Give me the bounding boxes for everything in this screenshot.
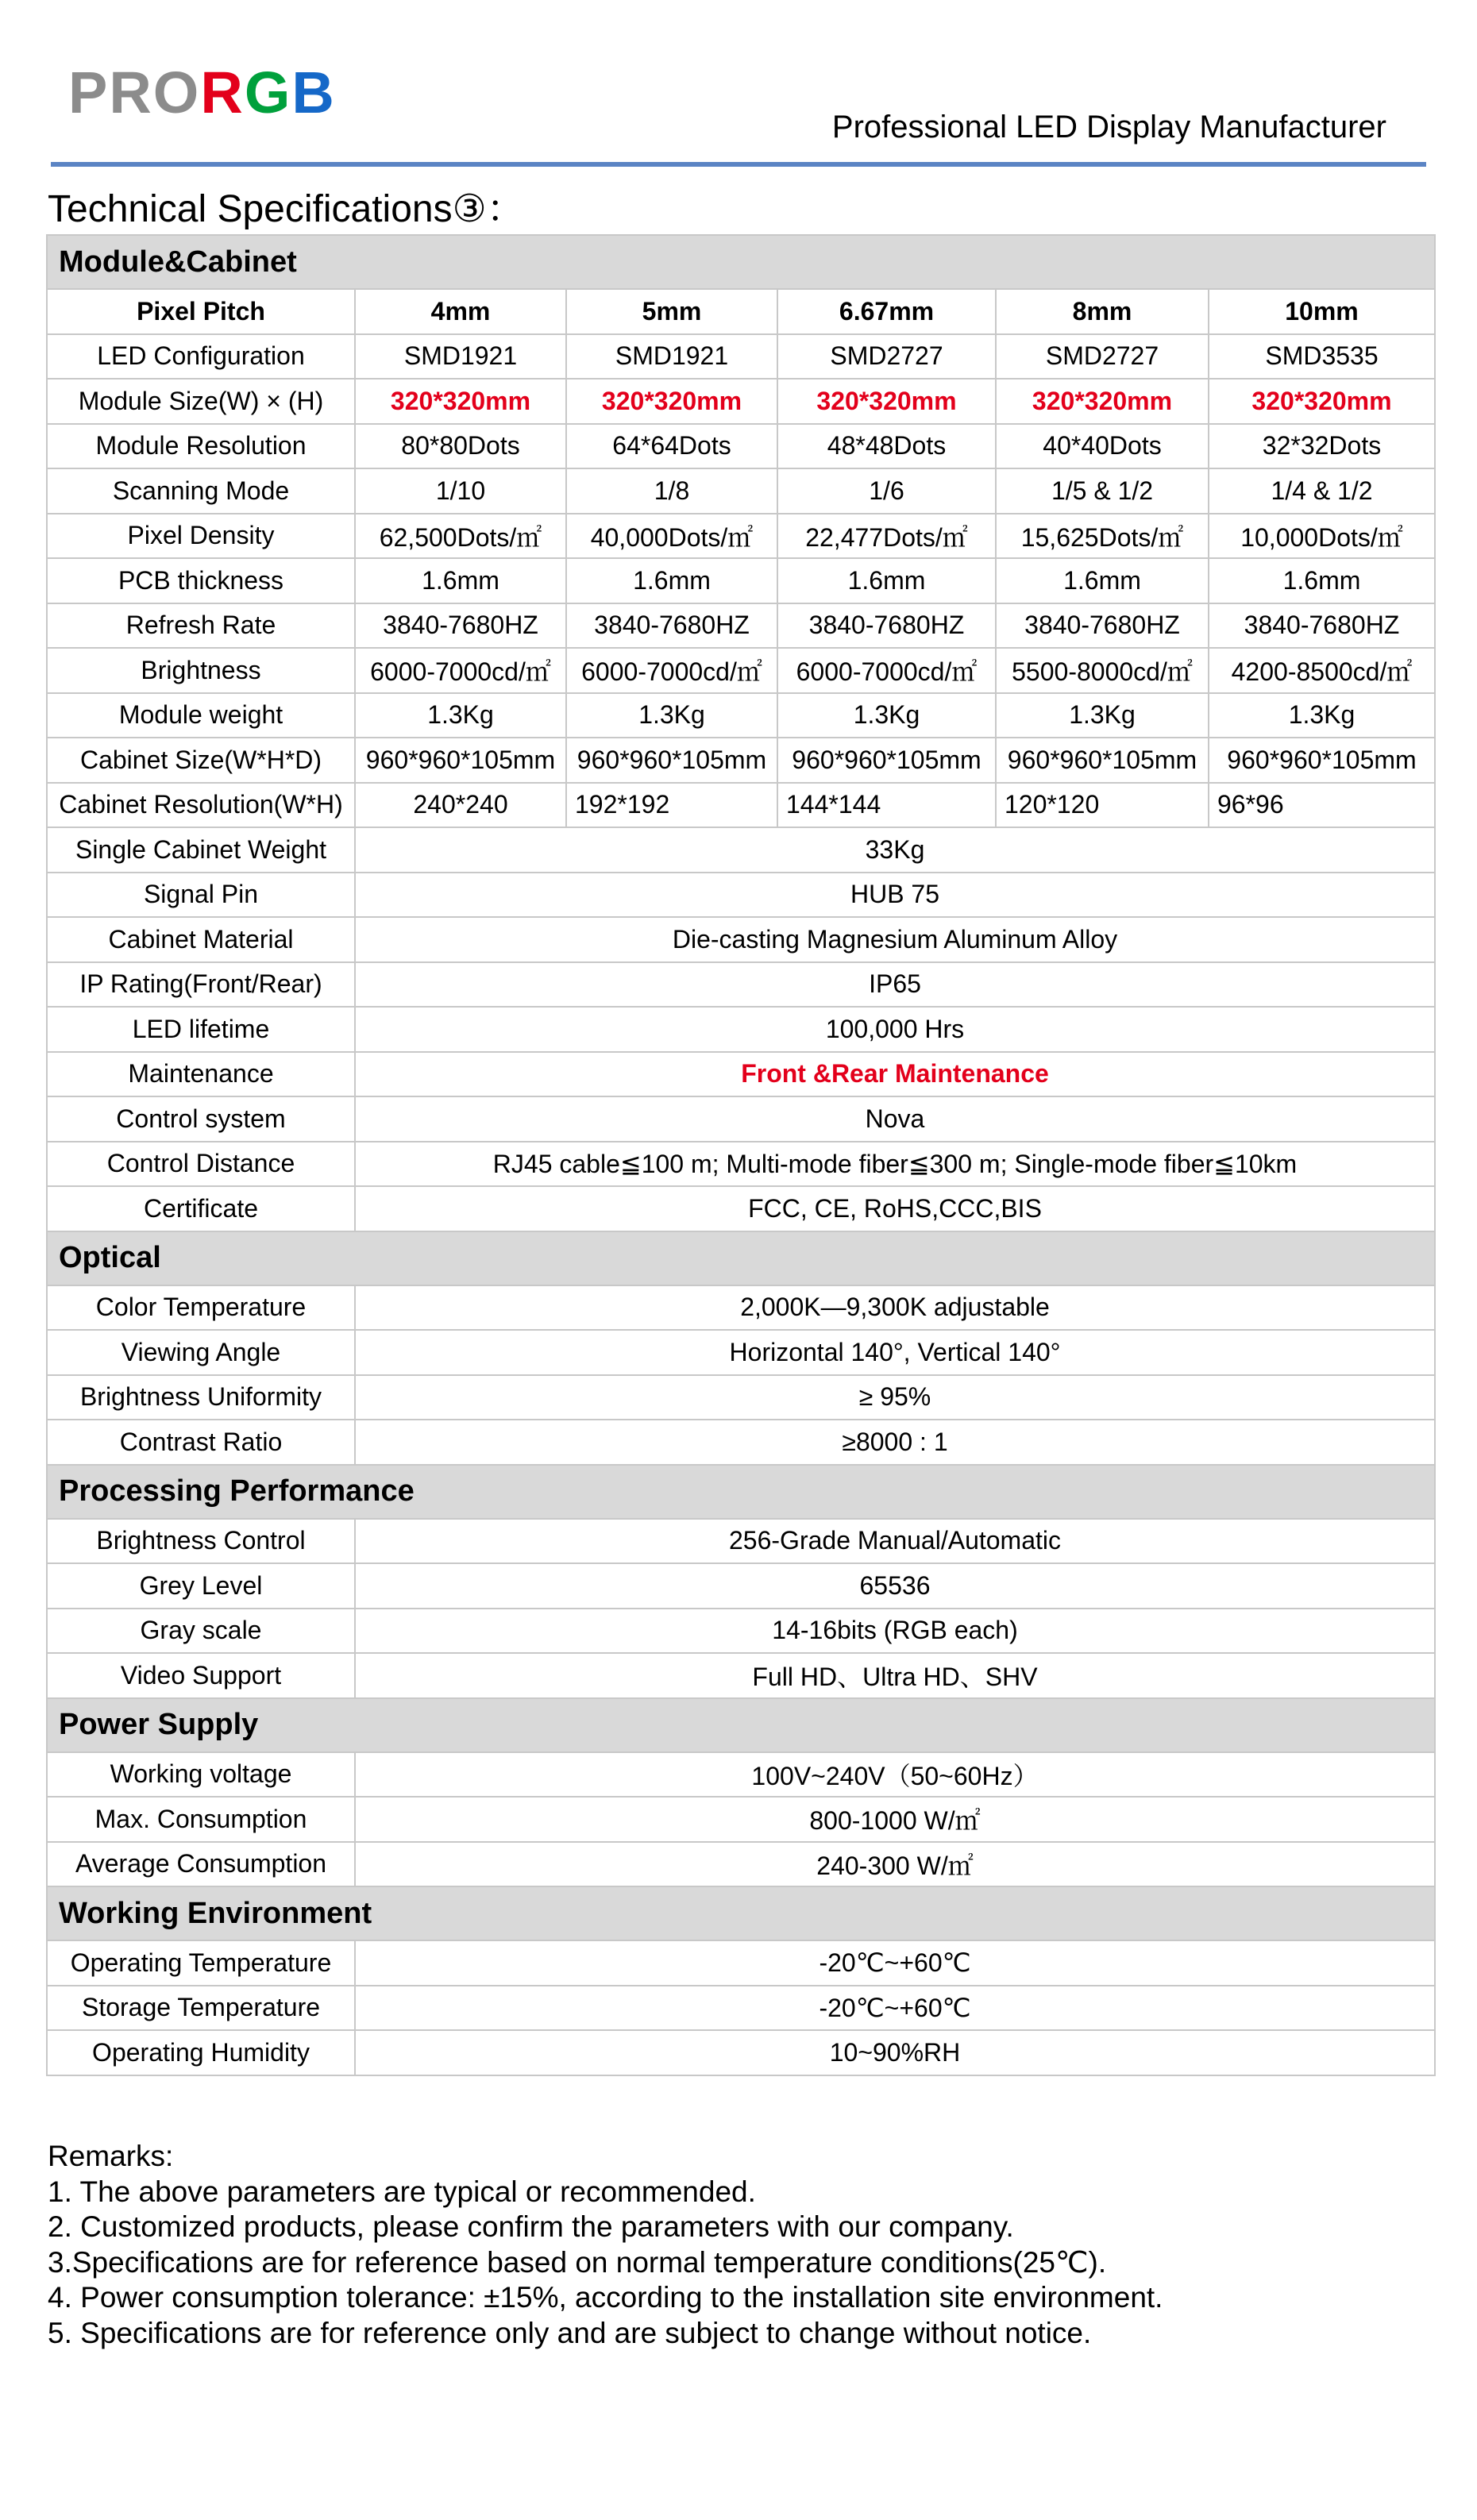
spec-row (47, 962, 1435, 1008)
spec-label: Operating Temperature (47, 1940, 355, 1986)
spec-value: 320*320mm (566, 379, 777, 424)
spec-value: 48*48Dots (777, 424, 996, 469)
spec-row (47, 424, 1435, 469)
spec-row (47, 1842, 1435, 1887)
spec-label: PCB thickness (47, 558, 355, 603)
spec-label: LED Configuration (47, 334, 355, 380)
spec-label: Control system (47, 1096, 355, 1142)
spec-row (47, 1186, 1435, 1231)
logo-text-pro: PRO (68, 60, 201, 125)
spec-value: Full HD、Ultra HD、SHV (355, 1653, 1435, 1698)
spec-label: Average Consumption (47, 1842, 355, 1887)
spec-row (47, 738, 1435, 783)
spec-value: 240*240 (355, 783, 566, 828)
spec-row (47, 514, 1435, 559)
spec-value: 1.6mm (996, 558, 1209, 603)
spec-label: Scanning Mode (47, 468, 355, 514)
remarks-heading: Remarks: (48, 2140, 174, 2172)
spec-value: 960*960*105mm (355, 738, 566, 783)
company-tagline: Professional LED Display Manufacturer (831, 110, 1386, 144)
remark-item: 3.Specifications are for reference based on normal temperature conditions(25℃). (48, 2245, 1107, 2279)
logo-text-r: R (200, 60, 245, 125)
spec-value: 3840-7680HZ (566, 603, 777, 649)
spec-value: 960*960*105mm (1209, 738, 1435, 783)
spec-value: 800-1000 W/㎡ (355, 1797, 1435, 1842)
spec-value: 6000-7000cd/㎡ (777, 648, 996, 693)
spec-row (47, 1052, 1435, 1097)
spec-value: 3840-7680HZ (996, 603, 1209, 649)
spec-row (47, 2030, 1435, 2075)
spec-value: 33Kg (355, 827, 1435, 873)
spec-value: 100,000 Hrs (355, 1007, 1435, 1052)
spec-row (47, 468, 1435, 514)
spec-label: Cabinet Size(W*H*D) (47, 738, 355, 783)
spec-label: Module Resolution (47, 424, 355, 469)
spec-label: Module Size(W) × (H) (47, 379, 355, 424)
header-divider (51, 162, 1426, 167)
remark-item: 4. Power consumption tolerance: ±15%, according to the installation site environment. (48, 2281, 1163, 2314)
spec-value: SMD2727 (777, 334, 996, 380)
spec-value: 240-300 W/㎡ (355, 1842, 1435, 1887)
spec-label: Viewing Angle (47, 1330, 355, 1375)
spec-row (47, 1986, 1435, 2031)
spec-row (47, 1007, 1435, 1052)
spec-value: 960*960*105mm (996, 738, 1209, 783)
spec-value: 100V~240V（50~60Hz） (355, 1752, 1435, 1798)
spec-label: Module weight (47, 693, 355, 738)
spec-label: Brightness (47, 648, 355, 693)
spec-label: Control Distance (47, 1142, 355, 1187)
spec-row (47, 1519, 1435, 1564)
spec-value: IP65 (355, 962, 1435, 1008)
spec-row (47, 379, 1435, 424)
spec-label: Pixel Density (47, 514, 355, 559)
spec-value: 8mm (996, 289, 1209, 334)
spec-value: 120*120 (996, 783, 1209, 828)
spec-row (47, 1420, 1435, 1465)
spec-label: Certificate (47, 1186, 355, 1231)
spec-row (47, 783, 1435, 828)
spec-label: Operating Humidity (47, 2030, 355, 2075)
remarks-block (48, 2139, 1163, 2351)
spec-row (47, 917, 1435, 962)
spec-row (47, 334, 1435, 380)
section-header (47, 1698, 1435, 1752)
spec-value: 1.3Kg (777, 693, 996, 738)
spec-value: 960*960*105mm (566, 738, 777, 783)
spec-value: 1.6mm (1209, 558, 1435, 603)
spec-label: Brightness Uniformity (47, 1375, 355, 1420)
spec-value: 15,625Dots/㎡ (996, 514, 1209, 559)
prorgb-logo (68, 60, 336, 125)
spec-value: SMD1921 (566, 334, 777, 380)
spec-row (47, 1609, 1435, 1654)
logo-text-g: G (244, 60, 292, 125)
spec-value: 1.3Kg (1209, 693, 1435, 738)
spec-row (47, 873, 1435, 918)
spec-row (47, 558, 1435, 603)
spec-label: Cabinet Resolution(W*H) (47, 783, 355, 828)
spec-value: Nova (355, 1096, 1435, 1142)
spec-label: Gray scale (47, 1609, 355, 1654)
spec-row (47, 1096, 1435, 1142)
logo-text-b: B (291, 60, 336, 125)
spec-value: Front &Rear Maintenance (355, 1052, 1435, 1097)
spec-value: 192*192 (566, 783, 777, 828)
spec-value: 64*64Dots (566, 424, 777, 469)
spec-value: 320*320mm (355, 379, 566, 424)
spec-label: Cabinet Material (47, 917, 355, 962)
page-title: Technical Specifications③： (48, 188, 525, 230)
spec-value: 1/8 (566, 468, 777, 514)
spec-value: 6000-7000cd/㎡ (355, 648, 566, 693)
spec-row (47, 603, 1435, 649)
spec-row (47, 1563, 1435, 1609)
spec-label: Maintenance (47, 1052, 355, 1097)
spec-row (47, 1375, 1435, 1420)
spec-row (47, 289, 1435, 334)
spec-value: 1.6mm (777, 558, 996, 603)
spec-value: 1/6 (777, 468, 996, 514)
spec-label: IP Rating(Front/Rear) (47, 962, 355, 1008)
spec-row (47, 1285, 1435, 1331)
spec-value: -20℃~+60℃ (355, 1940, 1435, 1986)
spec-value: 3840-7680HZ (777, 603, 996, 649)
spec-value: ≥8000 : 1 (355, 1420, 1435, 1465)
spec-value: Die-casting Magnesium Aluminum Alloy (355, 917, 1435, 962)
spec-value: 1.3Kg (996, 693, 1209, 738)
spec-value: SMD1921 (355, 334, 566, 380)
spec-value: 144*144 (777, 783, 996, 828)
spec-value: 1.3Kg (566, 693, 777, 738)
section-title: Working Environment (47, 1886, 1435, 1940)
spec-value: 5500-8000cd/㎡ (996, 648, 1209, 693)
spec-row (47, 648, 1435, 693)
spec-value: 3840-7680HZ (1209, 603, 1435, 649)
spec-label: Grey Level (47, 1563, 355, 1609)
spec-row (47, 1330, 1435, 1375)
section-title: Processing Performance (47, 1465, 1435, 1519)
spec-value: 1/4 & 1/2 (1209, 468, 1435, 514)
spec-value: 1/10 (355, 468, 566, 514)
spec-value: 1.3Kg (355, 693, 566, 738)
section-title: Module&Cabinet (47, 235, 1435, 289)
spec-label: Pixel Pitch (47, 289, 355, 334)
spec-row (47, 1940, 1435, 1986)
spec-label: Color Temperature (47, 1285, 355, 1331)
spec-row (47, 827, 1435, 873)
spec-value: 10mm (1209, 289, 1435, 334)
spec-value: 1.6mm (566, 558, 777, 603)
spec-value: 32*32Dots (1209, 424, 1435, 469)
spec-table (46, 234, 1436, 2076)
remark-item: 5. Specifications are for reference only and are subject to change without notice. (48, 2316, 1092, 2349)
spec-label: Single Cabinet Weight (47, 827, 355, 873)
spec-value: 6000-7000cd/㎡ (566, 648, 777, 693)
spec-value: 4mm (355, 289, 566, 334)
section-title: Optical (47, 1231, 1435, 1285)
spec-value: SMD2727 (996, 334, 1209, 380)
section-header (47, 1886, 1435, 1940)
spec-value: 320*320mm (996, 379, 1209, 424)
spec-value: 40*40Dots (996, 424, 1209, 469)
spec-label: Max. Consumption (47, 1797, 355, 1842)
spec-value: FCC, CE, RoHS,CCC,BIS (355, 1186, 1435, 1231)
section-header (47, 1231, 1435, 1285)
spec-label: Brightness Control (47, 1519, 355, 1564)
spec-value: 40,000Dots/㎡ (566, 514, 777, 559)
spec-row (47, 1653, 1435, 1698)
spec-value: 6.67mm (777, 289, 996, 334)
remark-item: 1. The above parameters are typical or recommended. (48, 2175, 756, 2208)
spec-label: Storage Temperature (47, 1986, 355, 2031)
spec-value: ≥ 95% (355, 1375, 1435, 1420)
spec-label: Signal Pin (47, 873, 355, 918)
spec-value: 320*320mm (1209, 379, 1435, 424)
spec-value: 96*96 (1209, 783, 1435, 828)
spec-label: Contrast Ratio (47, 1420, 355, 1465)
section-title: Power Supply (47, 1698, 1435, 1752)
spec-value: 256-Grade Manual/Automatic (355, 1519, 1435, 1564)
spec-value: 5mm (566, 289, 777, 334)
spec-value: 14-16bits (RGB each) (355, 1609, 1435, 1654)
spec-row (47, 1752, 1435, 1798)
spec-value: 65536 (355, 1563, 1435, 1609)
section-header (47, 235, 1435, 289)
spec-value: HUB 75 (355, 873, 1435, 918)
spec-value: -20℃~+60℃ (355, 1986, 1435, 2031)
spec-label: Video Support (47, 1653, 355, 1698)
spec-row (47, 1142, 1435, 1187)
spec-row (47, 1797, 1435, 1842)
spec-label: Working voltage (47, 1752, 355, 1798)
spec-label: Refresh Rate (47, 603, 355, 649)
spec-row (47, 693, 1435, 738)
spec-value: 22,477Dots/㎡ (777, 514, 996, 559)
spec-value: 62,500Dots/㎡ (355, 514, 566, 559)
remark-item: 2. Customized products, please confirm the parameters with our company. (48, 2210, 1014, 2243)
spec-value: 320*320mm (777, 379, 996, 424)
spec-value: 10~90%RH (355, 2030, 1435, 2075)
spec-value: 960*960*105mm (777, 738, 996, 783)
spec-value: 1.6mm (355, 558, 566, 603)
spec-value: 2,000K—9,300K adjustable (355, 1285, 1435, 1331)
spec-value: Horizontal 140°, Vertical 140° (355, 1330, 1435, 1375)
spec-label: LED lifetime (47, 1007, 355, 1052)
spec-value: SMD3535 (1209, 334, 1435, 380)
spec-value: 80*80Dots (355, 424, 566, 469)
spec-value: 10,000Dots/㎡ (1209, 514, 1435, 559)
spec-value: 1/5 & 1/2 (996, 468, 1209, 514)
section-header (47, 1465, 1435, 1519)
spec-value: 3840-7680HZ (355, 603, 566, 649)
spec-value: RJ45 cable≦100 m; Multi-mode fiber≦300 m; Single-mode fiber≦10km (355, 1142, 1435, 1187)
spec-value: 4200-8500cd/㎡ (1209, 648, 1435, 693)
